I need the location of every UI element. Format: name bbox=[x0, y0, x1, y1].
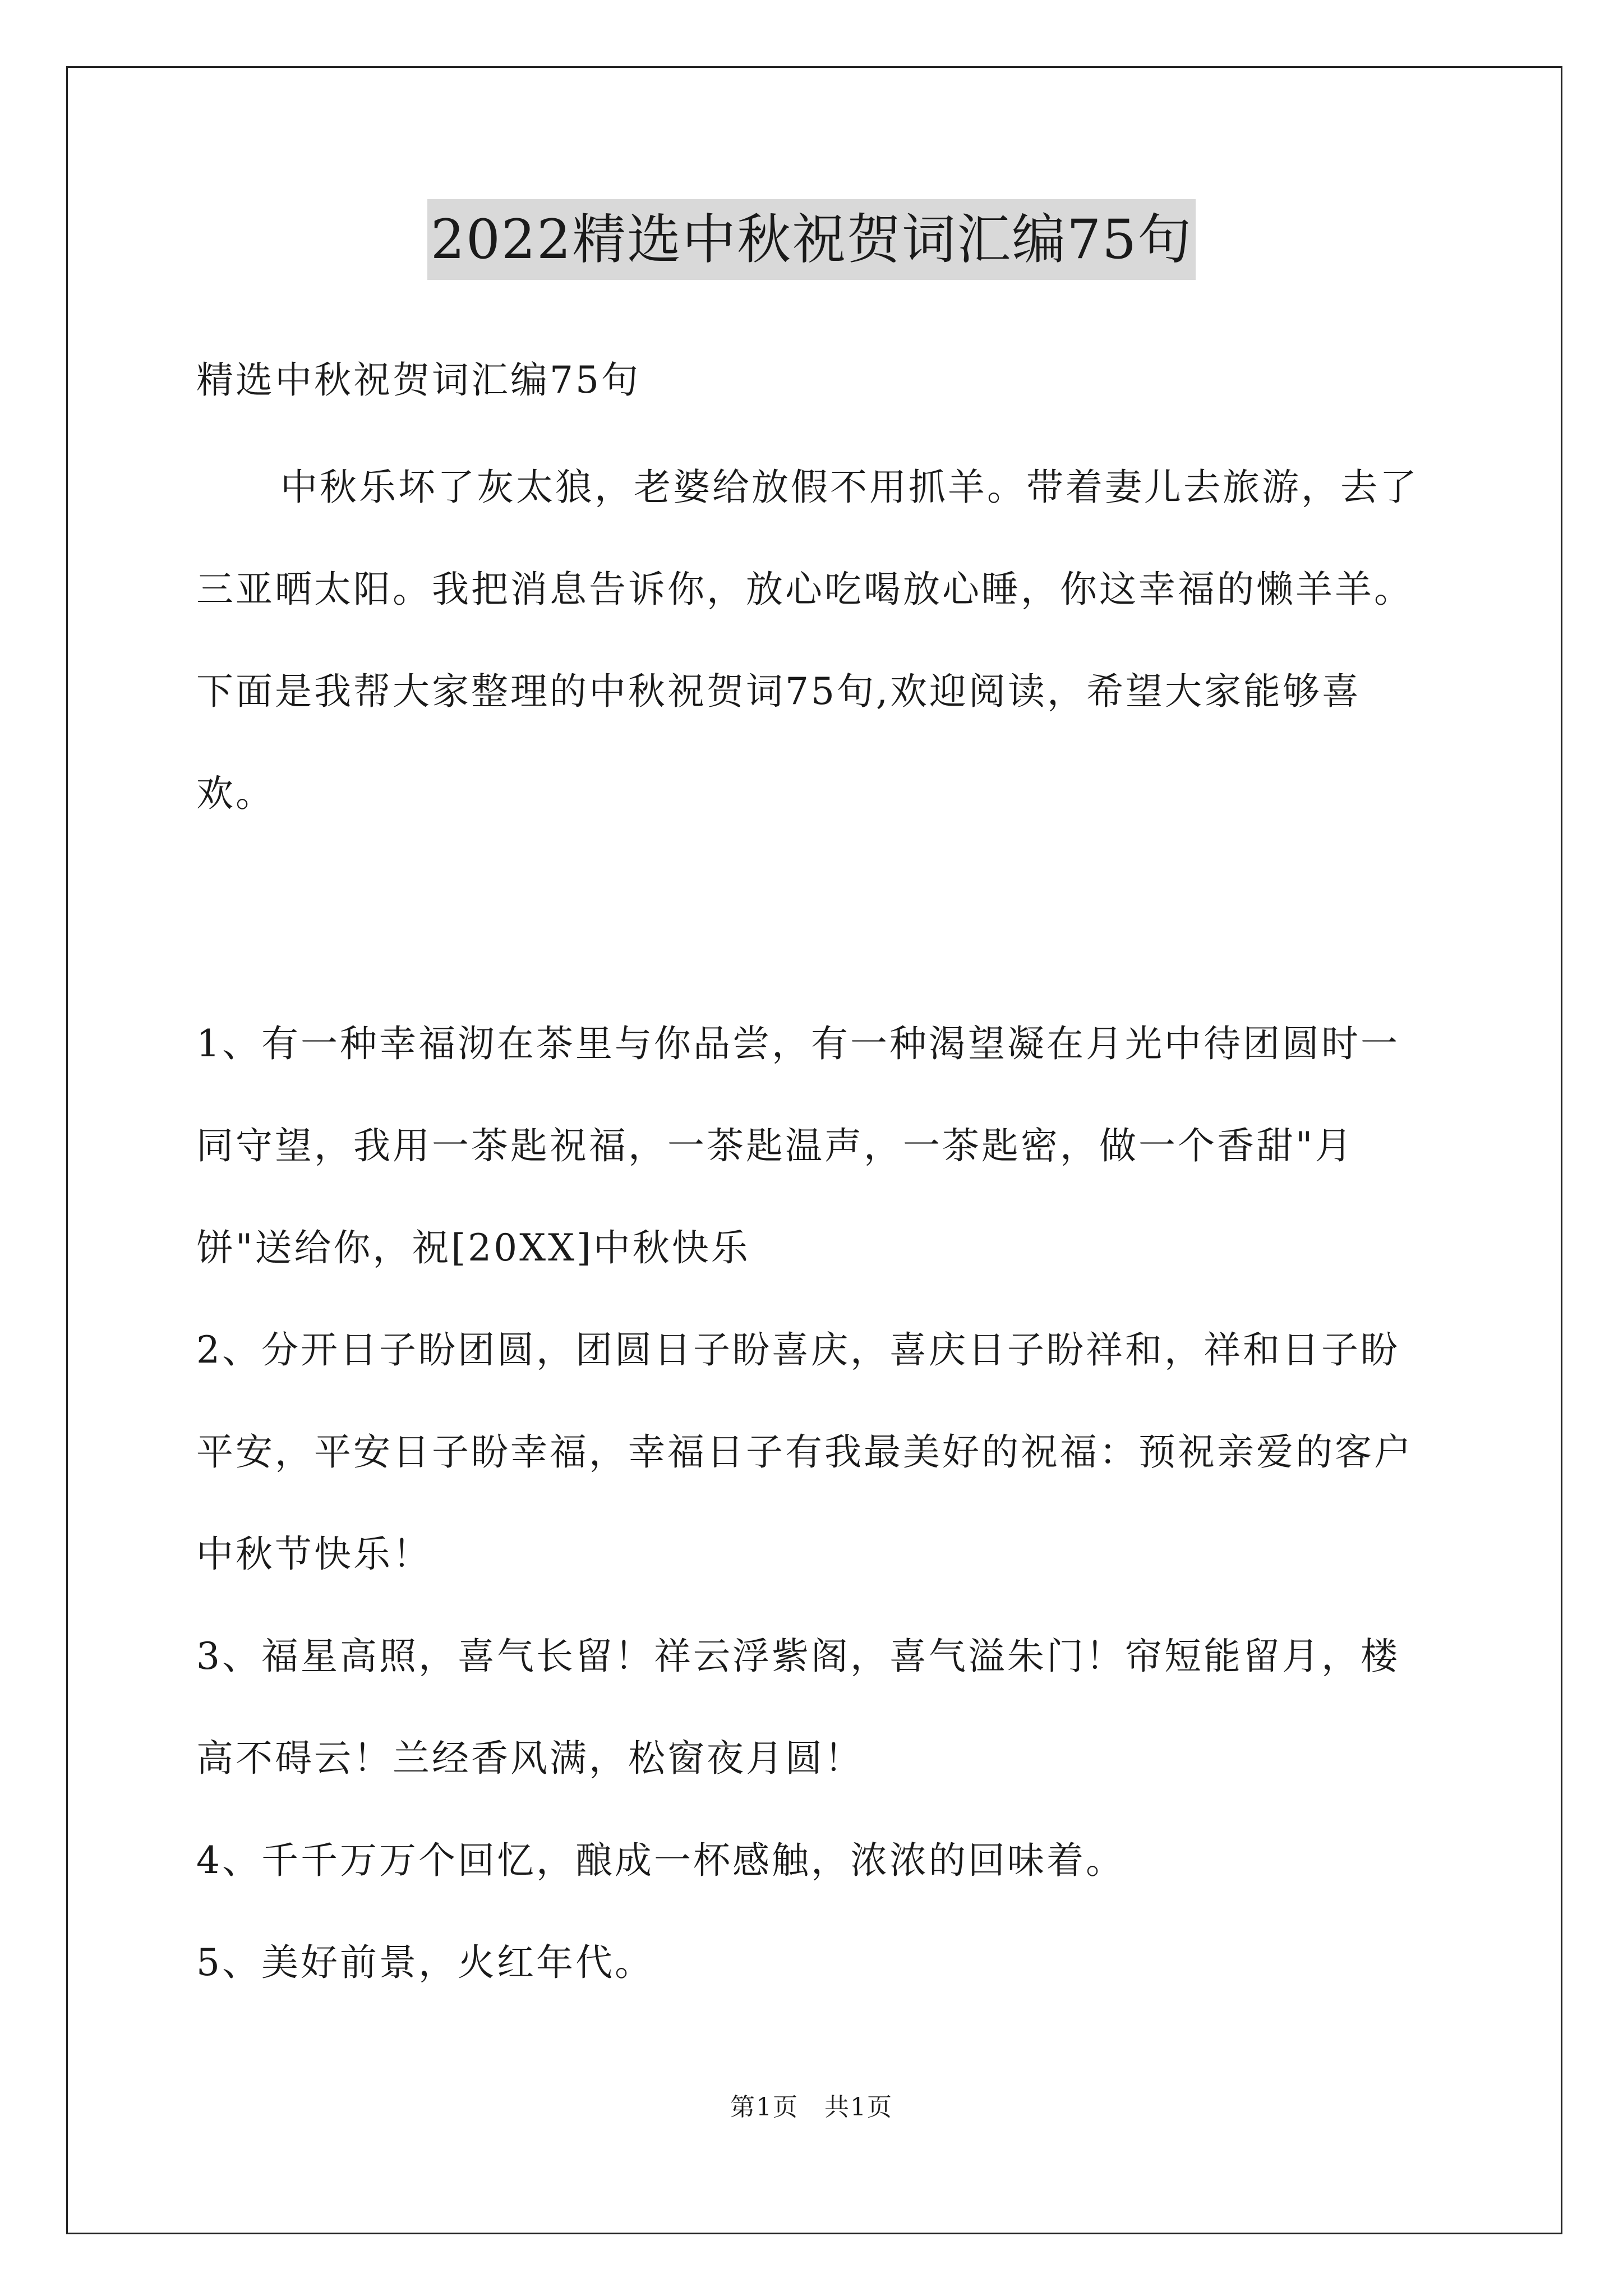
document-subtitle: 精选中秋祝贺词汇编75句 bbox=[196, 358, 640, 402]
list-item: 4、千千万万个回忆，酿成一杯感触，浓浓的回味着。 bbox=[196, 1839, 1125, 1882]
page-footer: 第1页 共1页 bbox=[730, 2093, 893, 2122]
document-title: 2022精选中秋祝贺词汇编75句 bbox=[427, 199, 1196, 280]
list-item: 1、有一种幸福沏在茶里与你品尝，有一种渴望凝在月光中待团圆时一同守望，我用一茶匙祝福，一茶匙温声，一茶匙密，做一个香甜"月饼"送给你，祝[20XX]中秋快乐 bbox=[196, 1022, 1400, 1269]
list-item: 3、福星高照，喜气长留！祥云浮紫阁，喜气溢朱门！帘短能留月，楼高不碍云！兰经香风满，松窗夜月圆！ bbox=[196, 1635, 1400, 1780]
greeting-list bbox=[196, 993, 1430, 2014]
list-item: 5、美好前景，火红年代。 bbox=[196, 1941, 654, 1984]
intro-paragraph: 中秋乐坏了灰太狼，老婆给放假不用抓羊。带着妻儿去旅游，去了三亚晒太阳。我把消息告诉你，放心吃喝放心睡，你这幸福的懒羊羊。下面是我帮大家整理的中秋祝贺词75句,欢迎阅读，希望大家能够喜欢。 bbox=[196, 466, 1419, 815]
title-container bbox=[0, 199, 1623, 280]
list-item: 2、分开日子盼团圆，团圆日子盼喜庆，喜庆日子盼祥和，祥和日子盼平安，平安日子盼幸福，幸福日子有我最美好的祝福：预祝亲爱的客户中秋节快乐！ bbox=[196, 1328, 1413, 1576]
